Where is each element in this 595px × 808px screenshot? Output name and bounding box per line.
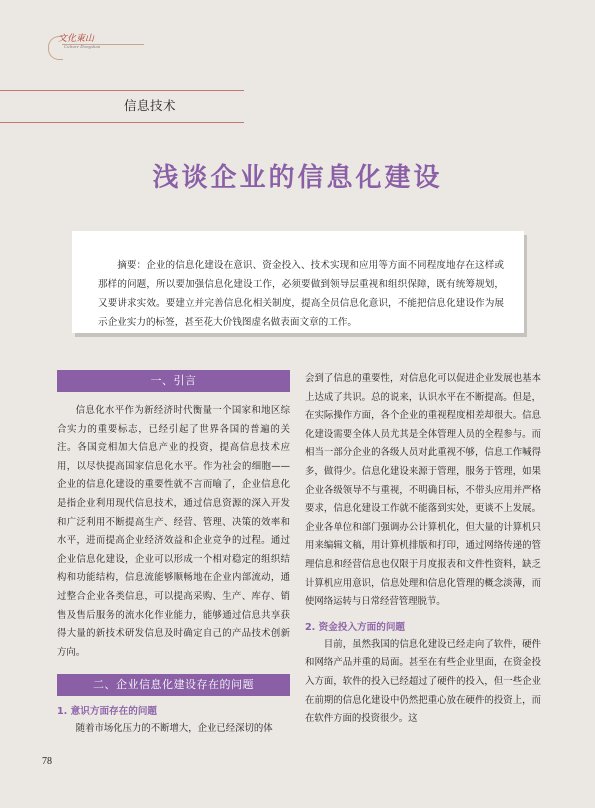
awareness-paragraph: 随着市场化压力的不断增大，企业已经深切的体 bbox=[75, 723, 273, 735]
page-number: 78 bbox=[42, 756, 52, 767]
section-label-rule-bottom bbox=[0, 122, 244, 123]
intro-paragraph: 信息化水平作为新经济时代衡量一个国家和地区综合实力的重要标志，已经引起了世界各国的普遍的关注。各国竞相加大信息产业的投资，提高信息技术应用，以尽快提高国家信息化水平。作为社会的细胞——企业的信息化建设的重要性就不言而喻了，企业信息化是指企业利用现代信息技术，通过信息资源的深入开发和广泛利用不断提高生产、经营、管理、决策的效率和水平，进而提高企业经济效益和企业竞争的过程。通过企业信息化建设，企业可以形成一个相对稳定的组织结构和功能结构，信息流能够顺畅地在企业内部流动，通过整合企业各类信息，可以提高采购、生产、库存、销售及售后服务的流水化作业能力，能够通过信息共享获得大量的新技术研发信息及时确定自己的产品技术创新方向。 bbox=[57, 405, 290, 658]
abstract-text: 摘要：企业的信息化建设在意识、资金投入、技术实现和应用等方面不同程度地存在这样或那样的问题，所以要加强信息化建设工作，必须要做到领导层重视和组织保障，既有统筹规划，又要讲求实效。要建立并完善信息化相关制度，提高全员信息化意识，不能把信息化建设作为展示企业实力的标签，甚至花大价钱图虚名做表面文章的工作。 bbox=[98, 259, 504, 328]
left-column bbox=[57, 370, 290, 739]
section-label-rule-top bbox=[0, 90, 244, 91]
logo-subtitle: Culture Dongshan bbox=[64, 44, 101, 49]
right-column bbox=[305, 370, 541, 729]
article-title: 浅谈企业的信息化建设 bbox=[152, 163, 443, 193]
section-heading-problems: 二、企业信息化建设存在的问题 bbox=[57, 674, 290, 696]
abstract-box bbox=[72, 231, 524, 333]
funding-paragraph: 目前，虽然我国的信息化建设已经走向了软件，硬件和网络产品并重的局面。甚至在有些企业里面，在资金投入方面，软件的投入已经超过了硬件的投入，但一些企业在前期的信息化建设中仍然把重心放在硬件的投资上，而在软件方面的投资很少。这 bbox=[305, 638, 541, 725]
logo-text: 文化東山 bbox=[58, 34, 95, 44]
section-label: 信息技术 bbox=[123, 98, 176, 113]
awareness-continued-paragraph: 会到了信息的重要性，对信息化可以促进企业发展也基本上达成了共识。总的说来，认识水平在不断提高。但是，在实际操作方面，各个企业的重视程度相差却很大。信息化建设需要全体人员尤其是全体管理人员的全程参与。而相当一部分企业的各级人员对此重视不够，信息工作喊得多，做得少。信息化建设来源于管理，服务于管理，如果企业各级领导不与重视，不明确目标，不带头应用并严格要求，信息化建设工作就不能落到实处，更谈不上发展。企业各单位和部门强调办公计算机化，但大量的计算机只用来编辑文稿，用计算机排版和打印，通过网络传递的管理信息和经营信息也仅限于月度报表和文件性资料，缺乏计算机应用意识，信息处理和信息化管理的概念淡薄，而使网络运转与日常经营管理脱节。 bbox=[305, 373, 541, 608]
subheading-awareness: 1. 意识方面存在的问题 bbox=[57, 706, 158, 718]
subheading-funding: 2. 资金投入方面的问题 bbox=[305, 621, 406, 633]
section-heading-intro: 一、引言 bbox=[57, 370, 290, 392]
